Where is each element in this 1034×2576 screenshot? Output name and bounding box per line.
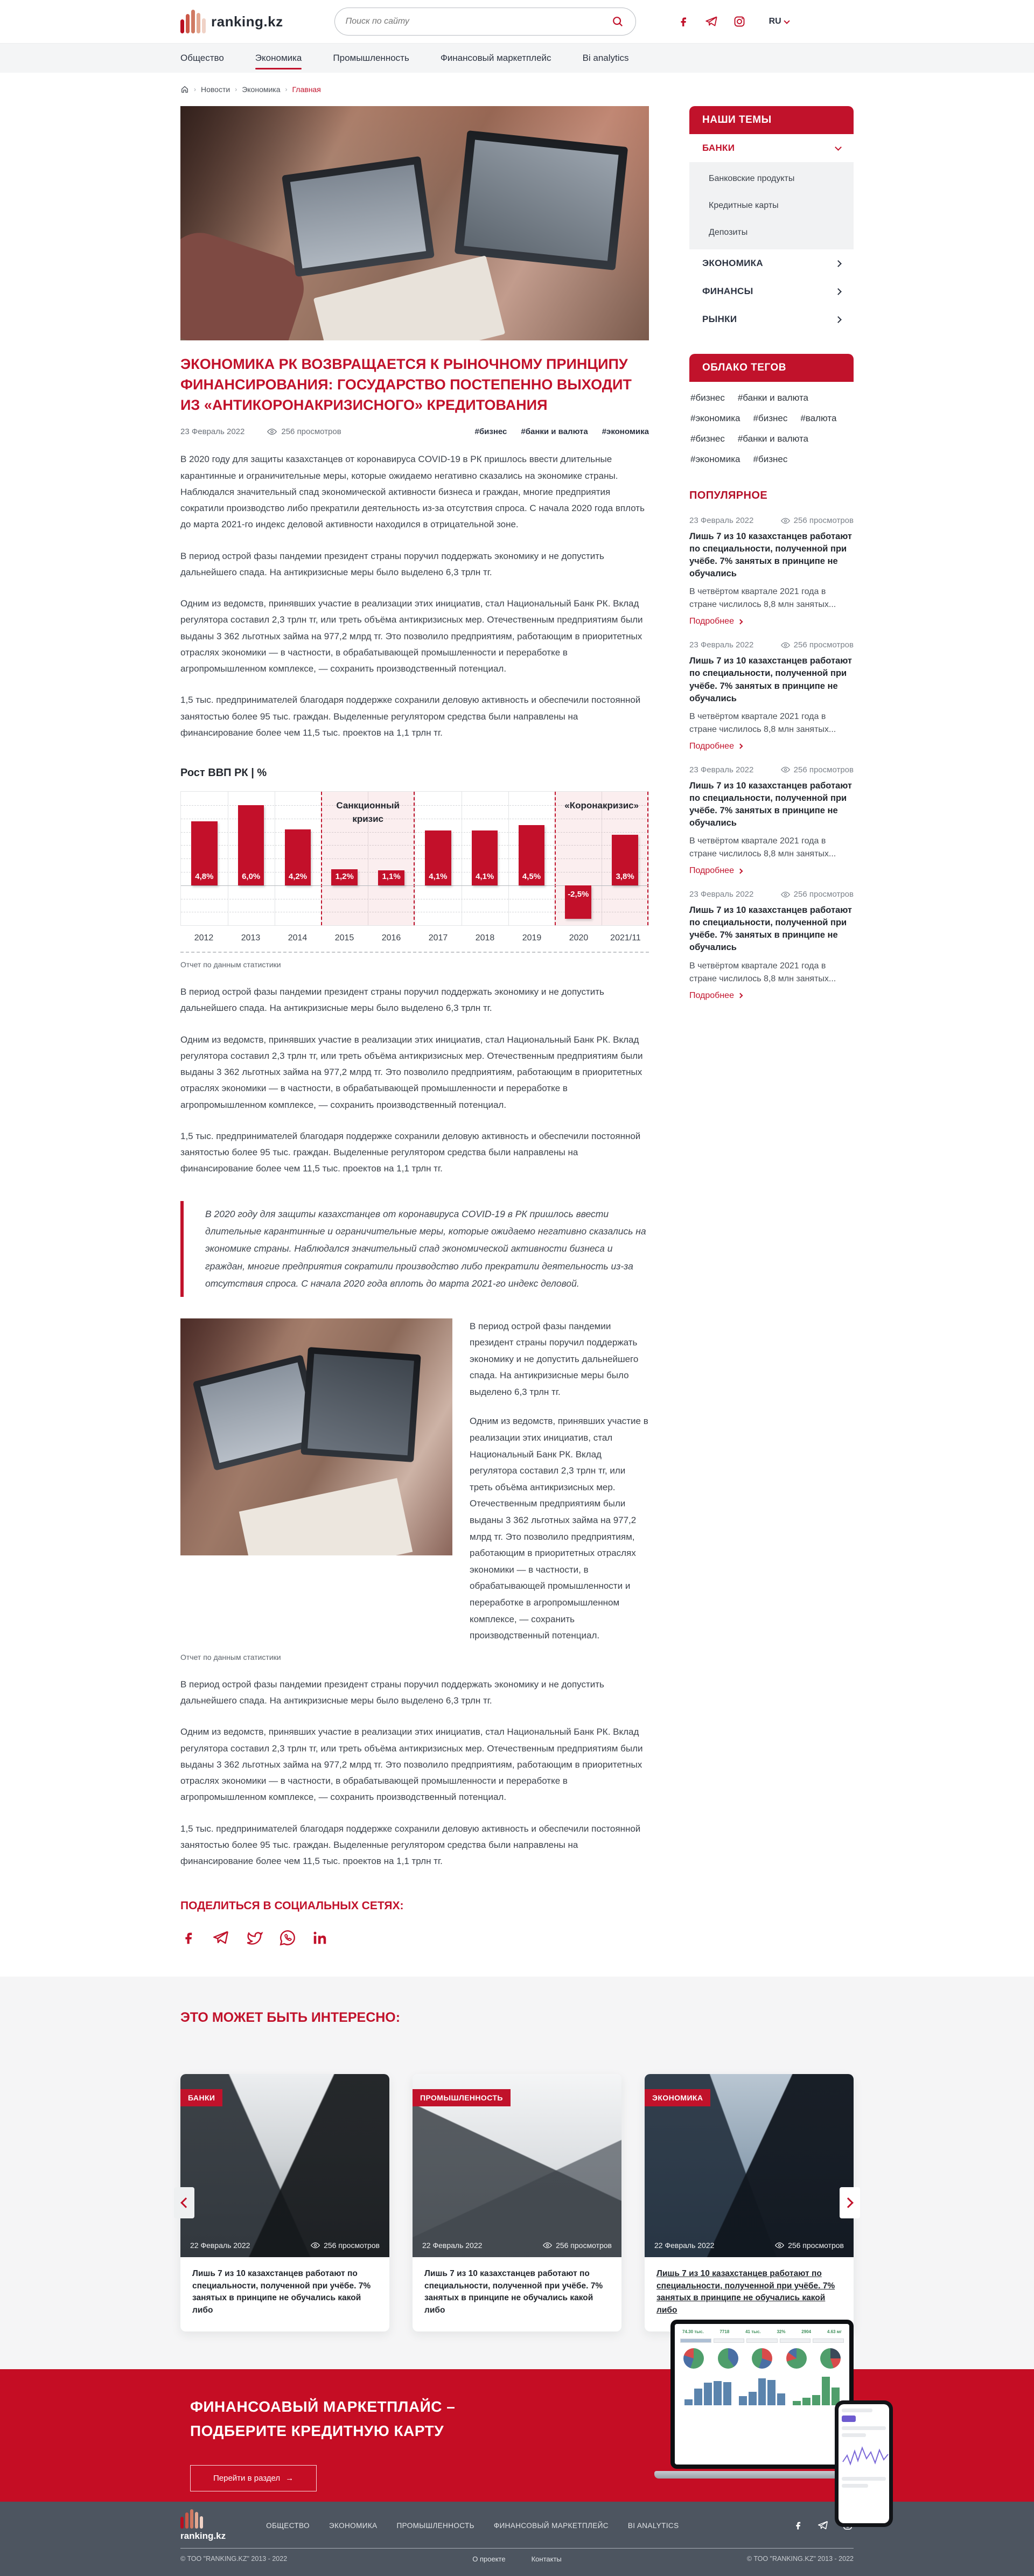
- site-header: [0, 0, 1034, 43]
- popular-item: [689, 640, 854, 751]
- chevron-right-icon: [835, 288, 842, 295]
- chart-x-axis: [180, 933, 649, 943]
- carousel-next-button[interactable]: [840, 2187, 860, 2218]
- breadcrumb: [0, 73, 1034, 106]
- chart-bar-value: 4,5%: [522, 871, 541, 881]
- related-card[interactable]: [180, 2074, 389, 2331]
- breadcrumb-separator: ›: [235, 86, 237, 93]
- sidebar-submenu: [689, 162, 854, 249]
- chart-bar-value: 1,1%: [382, 871, 401, 881]
- facebook-icon[interactable]: [676, 15, 690, 29]
- chart-bar: [191, 821, 218, 885]
- chart-band-label: Санкционный кризис: [336, 800, 400, 824]
- tag-cloud-item[interactable]: #бизнес: [690, 434, 725, 444]
- chart-x-tick: 2014: [288, 933, 308, 943]
- chart-bar-value: 3,8%: [616, 871, 634, 881]
- popular-item-meta: [689, 890, 854, 899]
- article-meta: [180, 427, 649, 436]
- popular-item-date: 23 Февраль 2022: [689, 640, 754, 650]
- footer-logo-text: ranking.kz: [180, 2531, 226, 2542]
- sidebar: [689, 106, 854, 1001]
- chart-divider: [180, 952, 649, 953]
- banner-button[interactable]: Перейти в раздел →: [190, 2465, 317, 2491]
- article-tag[interactable]: #экономика: [602, 427, 649, 437]
- sidebar-topic-label: ФИНАНСЫ: [702, 286, 753, 296]
- nav-item-общество[interactable]: Общество: [180, 53, 224, 63]
- related-card-badge[interactable]: ПРОМЫШЛЕННОСТЬ: [413, 2089, 511, 2106]
- chart-bar: [612, 835, 638, 885]
- chart-column-separator: [508, 792, 509, 925]
- eye-icon: [311, 2242, 320, 2249]
- marketplace-banner: [0, 2329, 1034, 2502]
- chart-x-tick: 2020: [569, 933, 589, 943]
- chart-x-tick: 2012: [194, 933, 214, 943]
- chevron-left-icon: [180, 2197, 191, 2208]
- copyright-right: © ТОО "RANKING.KZ" 2013 - 2022: [746, 2555, 854, 2563]
- nav-item-экономика[interactable]: Экономика: [255, 44, 302, 73]
- tag-cloud-item[interactable]: #банки и валюта: [737, 393, 808, 403]
- tag-cloud-item[interactable]: #экономика: [690, 413, 740, 423]
- article-tag[interactable]: #банки и валюта: [521, 427, 588, 437]
- eye-icon: [781, 891, 790, 898]
- related-card-title[interactable]: Лишь 7 из 10 казахстанцев работают по специальности, полученной при учёбе. 7% занятых в принципе не обучались какой либо: [424, 2269, 603, 2315]
- paragraph: 1,5 тыс. предпринимателей благодаря поддержке сохранили деловую активность и обеспечили постоянной занятостью более 95 тыс. граждан. Выделенные регулятором средства были направлены на финансирование более чем 11,5 тыс. проектов на 1,1 трлн тг.: [180, 695, 641, 738]
- related-card-meta: [645, 2241, 854, 2250]
- paragraph: Одним из ведомств, принявших участие в реализации этих инициатив, стал Национальный Банк РК. Вклад регулятора составил 2,3 трлн тг, или треть объёма антикризисных мер. Отечественным предприятиям были выданы 3 362 льготных займа на 977,2 млрд тг. Это позволило предприятиям, работающим в приоритетных отраслях экономики — в частности, в обрабатывающей промышленности и переработке в агропромышленном комплексе, — сохранить производственный потенциал.: [180, 1727, 643, 1803]
- logo-bars-icon: [180, 10, 206, 33]
- linkedin-icon[interactable]: [312, 1930, 328, 1946]
- banner-title: ФИНАНСОАВЫЙ МАРКЕТПЛАЙС – ПОДБЕРИТЕ КРЕДИТНУЮ КАРТУ: [190, 2398, 456, 2439]
- content-area: [0, 106, 1034, 1977]
- paragraph: Одним из ведомств, принявших участие в реализации этих инициатив, стал Национальный Банк РК. Вклад регулятора составил 2,3 трлн тг, или треть объёма антикризисных мер. Отечественным предприятиям были выданы 3 362 льготных займа на 977,2 млрд тг. Это позволило предприятиям, работающим в приоритетных отраслях экономики — в частности, в обрабатывающей промышленности и переработке в агропромышленном комплексе, — сохранить производственный потенциал.: [180, 598, 643, 674]
- popular-item-more-link[interactable]: Подробнее: [689, 866, 742, 876]
- sidebar-subitem[interactable]: Депозиты: [709, 228, 748, 237]
- related-card-badge[interactable]: БАНКИ: [180, 2089, 222, 2106]
- sidebar-topic-банки[interactable]: [689, 134, 854, 162]
- chart-bar-value: 4,1%: [476, 871, 494, 881]
- sidebar-topic-label: ЭКОНОМИКА: [702, 258, 763, 268]
- popular-item: [689, 765, 854, 876]
- laptop-mockup: 74.30 тыс. 7718 41 тыс. 32% 2904 4.63 мг: [654, 2320, 870, 2479]
- breadcrumb-item[interactable]: Новости: [201, 85, 230, 94]
- chart-bar: [238, 805, 264, 885]
- chart-caption: Отчет по данным статистики: [180, 960, 281, 969]
- sidebar-topic-рынки[interactable]: [689, 305, 854, 333]
- sidebar-tags-header: ОБЛАКО ТЕГОВ: [689, 354, 854, 382]
- carousel-prev-button[interactable]: [174, 2187, 194, 2218]
- chart-bar: [519, 825, 545, 885]
- share-row: [180, 1929, 649, 1947]
- sidebar-topic-финансы[interactable]: [689, 277, 854, 305]
- footer-link[interactable]: ОБЩЕСТВО: [266, 2521, 310, 2530]
- article-views: 256 просмотров: [281, 427, 341, 437]
- chart-x-tick: 2016: [381, 933, 401, 943]
- eye-icon: [543, 2242, 552, 2249]
- eye-icon: [781, 766, 790, 773]
- chart-crisis-band: [321, 792, 415, 925]
- facebook-icon[interactable]: [792, 2519, 804, 2531]
- chevron-down-icon: [784, 18, 790, 24]
- chevron-right-icon: [835, 260, 842, 267]
- chart-plot-area: [180, 791, 649, 926]
- footer-logo[interactable]: [180, 2509, 226, 2542]
- breadcrumb-item[interactable]: Экономика: [242, 85, 281, 94]
- popular-item-meta: [689, 516, 854, 525]
- popular-item: [689, 516, 854, 626]
- tag-cloud-item[interactable]: #бизнес: [753, 413, 788, 423]
- paragraph: В период острой фазы пандемии президент страны поручил поддержать экономику и не допустить дальнейшего спада. На антикризисные меры было выделено 6,3 трлн тг.: [180, 1679, 604, 1706]
- chevron-right-icon: [835, 316, 842, 323]
- search-icon[interactable]: [611, 15, 625, 29]
- popular-item-excerpt: В четвёртом квартале 2021 года в стране числилось 8,8 млн занятых...: [689, 836, 836, 859]
- eye-icon: [267, 428, 277, 435]
- paragraph: В период острой фазы пандемии президент страны поручил поддержать экономику и не допустить дальнейшего спада. На антикризисные меры было выделено 6,3 трлн тг.: [470, 1321, 639, 1397]
- popular-heading: ПОПУЛЯРНОЕ: [689, 490, 768, 501]
- eye-icon: [781, 642, 790, 648]
- popular-item-views: 256 просмотров: [781, 516, 854, 525]
- chart-band-label: «Коронакризис»: [564, 800, 639, 811]
- chevron-right-icon: [738, 744, 743, 749]
- related-card-meta: [413, 2241, 621, 2250]
- related-card[interactable]: [645, 2074, 854, 2331]
- related-heading: ЭТО МОЖЕТ БЫТЬ ИНТЕРЕСНО:: [180, 2010, 401, 2026]
- main-nav: [0, 43, 1034, 73]
- paragraph: Одним из ведомств, принявших участие в реализации этих инициатив, стал Национальный Банк РК. Вклад регулятора составил 2,3 трлн тг, или треть объёма антикризисных мер. Отечественным предприятиям были выданы 3 362 льготных займа на 977,2 млрд тг. Это позволило предприятиям, работающим в приоритетных отраслях экономики — в частности, в обрабатывающей промышленности и переработке в агропромышленном комплексе, — сохранить производственный потенциал.: [470, 1416, 648, 1641]
- tag-cloud-item[interactable]: #экономика: [690, 454, 740, 464]
- footer-link[interactable]: ФИНАНСОВЫЙ МАРКЕТПЛЕЙС: [493, 2521, 609, 2530]
- chart-bar-value: -2,5%: [568, 889, 589, 899]
- chart-bar-value: 4,1%: [429, 871, 448, 881]
- paragraph: 1,5 тыс. предпринимателей благодаря поддержке сохранили деловую активность и обеспечили постоянной занятостью более 95 тыс. граждан. Выделенные регулятором средства были направлены на финансирование более чем 11,5 тыс. проектов на 1,1 трлн тг.: [180, 1130, 641, 1174]
- header-socials: [676, 15, 746, 29]
- tag-cloud-item[interactable]: #банки и валюта: [737, 434, 808, 444]
- related-card-date: 22 Февраль 2022: [654, 2241, 715, 2250]
- related-card-title[interactable]: Лишь 7 из 10 казахстанцев работают по специальности, полученной при учёбе. 7% занятых в принципе не обучались какой либо: [656, 2269, 835, 2315]
- popular-item-excerpt: В четвёртом квартале 2021 года в стране числилось 8,8 млн занятых...: [689, 587, 836, 610]
- search-box[interactable]: [334, 8, 636, 36]
- search-input[interactable]: [346, 17, 611, 26]
- article-image-text: [180, 1318, 649, 1644]
- popular-item-views: 256 просмотров: [781, 640, 854, 650]
- footer-link[interactable]: ПРОМЫШЛЕННОСТЬ: [396, 2521, 474, 2530]
- popular-item-date: 23 Февраль 2022: [689, 516, 754, 525]
- breadcrumb-item[interactable]: Главная: [292, 85, 321, 94]
- popular-item-meta: [689, 765, 854, 774]
- footer-link[interactable]: BI ANALYTICS: [627, 2521, 679, 2530]
- language-label: RU: [768, 17, 781, 26]
- popular-item-excerpt: В четвёртом квартале 2021 года в стране числилось 8,8 млн занятых...: [689, 961, 836, 983]
- phone-mockup: [835, 2400, 893, 2527]
- chart-x-tick: 2018: [475, 933, 495, 943]
- article-hero-image: [180, 106, 649, 340]
- article-quote: В 2020 году для защиты казахстанцев от коронавируса COVID-19 в РК пришлось ввести длительные карантинные и ограничительные меры, которые ожидаемо негативно сказались на экономике страны. Наблюдался значительный спад экономической активности бизнеса и граждан, многие предприятия сократили производство либо прекратили деятельность из-за отсутствия спроса. С начала 2020 года вплоть до марта 2021-го индекс деловой.: [180, 1201, 649, 1297]
- chart-bar: [285, 829, 311, 885]
- gdp-chart: [180, 767, 649, 969]
- chart-bar: [565, 885, 591, 919]
- whatsapp-icon[interactable]: [278, 1929, 297, 1947]
- breadcrumb-separator: ›: [285, 86, 288, 93]
- popular-item-title[interactable]: Лишь 7 из 10 казахстанцев работают по специальности, полученной при учёбе. 7% занятых в принципе не обучались: [689, 780, 852, 828]
- related-card-views: 256 просмотров: [775, 2241, 844, 2250]
- sidebar-topics-header: НАШИ ТЕМЫ: [689, 106, 854, 134]
- paragraph: В 2020 году для защиты казахстанцев от коронавируса COVID-19 в РК пришлось ввести длительные карантинные и ограничительные меры, которые ожидаемо негативно сказались на экономике страны. Наблюдался значительный спад экономической активности бизнеса и граждан, многие предприятия сократили производство либо прекратили деятельность из-за отсутствия спроса. С начала 2020 года вплоть до марта 2021-го индекс деловой активности находился в отрицательной зоне.: [180, 454, 645, 530]
- popular-item-more-link[interactable]: Подробнее: [689, 742, 742, 751]
- arrow-right-icon: →: [285, 2474, 294, 2483]
- sidebar-topic-label: РЫНКИ: [702, 314, 737, 324]
- popular-item-title[interactable]: Лишь 7 из 10 казахстанцев работают по специальности, полученной при учёбе. 7% занятых в принципе не обучались: [689, 532, 852, 579]
- popular-item-title[interactable]: Лишь 7 из 10 казахстанцев работают по специальности, полученной при учёбе. 7% занятых в принципе не обучались: [689, 905, 852, 953]
- related-section: [0, 1977, 1034, 2369]
- chevron-down-icon: [835, 144, 842, 151]
- chevron-right-icon: [843, 2197, 854, 2208]
- chart-bar-value: 6,0%: [242, 871, 261, 881]
- article-title: ЭКОНОМИКА РК ВОЗВРАЩАЕТСЯ К РЫНОЧНОМУ ПРИНЦИПУ ФИНАНСИРОВАНИЯ: ГОСУДАРСТВО ПОСТЕПЕННО ВЫХОДИТ ИЗ «АНТИКОРОНАКРИЗИСНОГО» КРЕДИТОВАНИЯ: [180, 356, 632, 413]
- share-heading: ПОДЕЛИТЬСЯ В СОЦИАЛЬНЫХ СЕТЯХ:: [180, 1900, 404, 1912]
- popular-item-date: 23 Февраль 2022: [689, 765, 754, 774]
- popular-item-more-link[interactable]: Подробнее: [689, 617, 742, 626]
- logo-text: ranking.kz: [211, 13, 283, 30]
- article-tag[interactable]: #бизнес: [474, 427, 507, 437]
- chevron-right-icon: [738, 993, 743, 999]
- instagram-icon[interactable]: [732, 15, 746, 29]
- related-card-image: [180, 2074, 389, 2257]
- eye-icon: [775, 2242, 784, 2249]
- telegram-icon[interactable]: [817, 2519, 829, 2531]
- chart-bar-value: 4,2%: [288, 871, 308, 881]
- nav-item-финансовый-маркетплейс[interactable]: Финансовый маркетплейс: [440, 53, 551, 63]
- eye-icon: [781, 518, 790, 524]
- chart-bar: [331, 869, 358, 885]
- chart-bar-value: 1,2%: [335, 871, 354, 881]
- related-card-date: 22 Февраль 2022: [190, 2241, 250, 2250]
- footer-bottom-link[interactable]: Контакты: [531, 2554, 562, 2563]
- footer-link[interactable]: ЭКОНОМИКА: [329, 2521, 378, 2530]
- popular-item-title[interactable]: Лишь 7 из 10 казахстанцев работают по специальности, полученной при учёбе. 7% занятых в принципе не обучались: [689, 656, 852, 703]
- chart-x-tick: 2019: [522, 933, 542, 943]
- paragraph: В период острой фазы пандемии президент страны поручил поддержать экономику и не допустить дальнейшего спада. На антикризисные меры было выделено 6,3 трлн тг.: [180, 987, 604, 1014]
- related-card-meta: [180, 2241, 389, 2250]
- chart-x-tick: 2015: [334, 933, 354, 943]
- telegram-icon[interactable]: [212, 1929, 230, 1947]
- chevron-right-icon: [738, 868, 743, 874]
- copyright-left: © ТОО "RANKING.KZ" 2013 - 2022: [180, 2555, 288, 2563]
- sidebar-topic-label: БАНКИ: [702, 143, 735, 153]
- tag-cloud-item[interactable]: #бизнес: [753, 454, 788, 464]
- tag-cloud-item[interactable]: #валюта: [800, 413, 837, 423]
- chevron-right-icon: [738, 619, 743, 624]
- chart-bar: [425, 830, 451, 885]
- article-date: 23 Февраль 2022: [180, 427, 245, 437]
- sidebar-subitem[interactable]: Кредитные карты: [709, 201, 779, 210]
- popular-item-more-link[interactable]: Подробнее: [689, 991, 742, 1001]
- facebook-icon[interactable]: [180, 1930, 197, 1946]
- telegram-icon[interactable]: [704, 15, 718, 29]
- footer-bottom-link[interactable]: О проекте: [472, 2554, 506, 2563]
- breadcrumb-separator: ›: [194, 86, 196, 93]
- popular-item-date: 23 Февраль 2022: [689, 890, 754, 899]
- site-logo[interactable]: [180, 10, 283, 33]
- related-card-badge[interactable]: ЭКОНОМИКА: [645, 2089, 710, 2106]
- nav-item-промышленность[interactable]: Промышленность: [333, 53, 409, 63]
- article: [180, 106, 649, 1947]
- related-card-date: 22 Февраль 2022: [422, 2241, 483, 2250]
- chart-bar-value: 4,8%: [195, 871, 214, 881]
- sidebar-subitem[interactable]: Банковские продукты: [709, 174, 795, 183]
- image-caption: Отчет по данным статистики: [180, 1652, 281, 1662]
- chart-x-tick: 2021/11: [610, 933, 641, 943]
- chart-bar: [378, 870, 404, 885]
- popular-item-views: 256 просмотров: [781, 765, 854, 774]
- related-card[interactable]: [413, 2074, 621, 2331]
- related-card-image: [413, 2074, 621, 2257]
- popular-item: [689, 890, 854, 1000]
- nav-item-bi-analytics[interactable]: Bi analytics: [582, 53, 629, 63]
- article-inline-image: [180, 1318, 452, 1555]
- paragraph: Одним из ведомств, принявших участие в реализации этих инициатив, стал Национальный Банк РК. Вклад регулятора составил 2,3 трлн тг, или треть объёма антикризисных мер. Отечественным предприятиям были выданы 3 362 льготных займа на 977,2 млрд тг. Это позволило предприятиям, работающим в приоритетных отраслях экономики — в частности, в обрабатывающей промышленности и переработке в агропромышленном комплексе, — сохранить производственный потенциал.: [180, 1034, 643, 1110]
- chart-x-tick: 2017: [428, 933, 448, 943]
- popular-item-meta: [689, 640, 854, 650]
- language-selector[interactable]: [769, 17, 789, 26]
- twitter-icon[interactable]: [245, 1929, 263, 1947]
- paragraph: В период острой фазы пандемии президент страны поручил поддержать экономику и не допустить дальнейшего спада. На антикризисные меры было выделено 6,3 трлн тг.: [180, 550, 604, 577]
- related-card-views: 256 просмотров: [543, 2241, 612, 2250]
- logo-bars-icon: [180, 2509, 203, 2529]
- chart-bar: [472, 830, 498, 885]
- related-card-image: [645, 2074, 854, 2257]
- paragraph: 1,5 тыс. предпринимателей благодаря поддержке сохранили деловую активность и обеспечили постоянной занятостью более 95 тыс. граждан. Выделенные регулятором средства были направлены на финансирование более чем 11,5 тыс. проектов на 1,1 трлн тг.: [180, 1823, 641, 1867]
- home-icon[interactable]: [180, 85, 189, 94]
- chart-title: Рост ВВП РК | %: [180, 767, 267, 779]
- popular-item-views: 256 просмотров: [781, 890, 854, 899]
- popular-item-excerpt: В четвёртом квартале 2021 года в стране числилось 8,8 млн занятых...: [689, 711, 836, 734]
- sidebar-topic-экономика[interactable]: [689, 249, 854, 277]
- related-card-title[interactable]: Лишь 7 из 10 казахстанцев работают по специальности, полученной при учёбе. 7% занятых в принципе не обучались какой либо: [192, 2269, 371, 2315]
- chart-x-tick: 2013: [241, 933, 261, 943]
- related-card-views: 256 просмотров: [311, 2241, 380, 2250]
- tag-cloud-item[interactable]: #бизнес: [690, 393, 725, 403]
